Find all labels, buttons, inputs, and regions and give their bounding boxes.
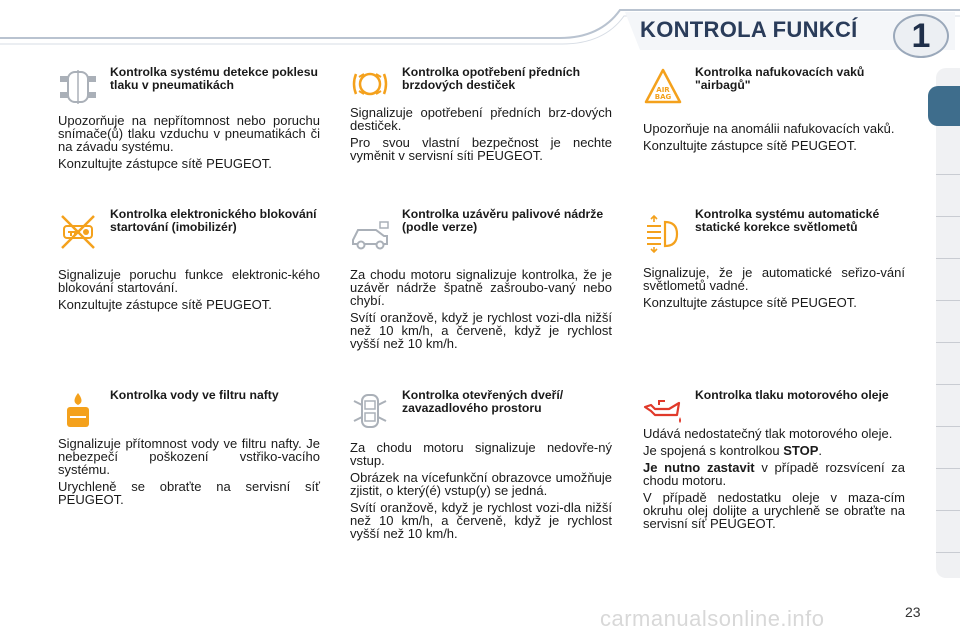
svg-text:!: ! <box>75 82 81 93</box>
section-body <box>58 268 320 315</box>
page-number: 23 <box>905 604 921 620</box>
tab-strip <box>936 68 960 578</box>
door-open-icon <box>350 391 390 431</box>
text-fragment: v případě rozsvícení za chodu motoru. <box>643 460 905 488</box>
section-body <box>350 441 612 544</box>
section-body <box>643 266 905 313</box>
section-title: Kontrolka systému automatické statické korekce světlometů <box>695 207 880 234</box>
paragraph: Signalizuje opotřebení předních brz-dových destiček. <box>350 105 612 133</box>
tab-divider <box>936 300 960 301</box>
tab-divider <box>936 258 960 259</box>
section-body <box>58 437 320 510</box>
paragraph <box>643 461 905 487</box>
tab-divider <box>936 174 960 175</box>
section-body <box>643 122 905 156</box>
emphasis: Je nutno zastavit <box>643 460 755 475</box>
svg-text:BAG: BAG <box>654 93 672 101</box>
section-brake-pads <box>350 66 620 176</box>
section-body <box>350 268 612 354</box>
tab-active[interactable] <box>928 86 960 126</box>
paragraph: Svítí oranžově, když je rychlost vozi-dla nižší než 10 km/h, a červeně, když je rychlost vyšší než 10 km/h. <box>350 500 612 541</box>
tab-divider <box>936 426 960 427</box>
paragraph: Za chodu motoru signalizuje nedovře-ný vstup. <box>350 440 612 468</box>
tab-divider <box>936 552 960 553</box>
section-doors <box>350 389 620 559</box>
text-fragment: . <box>818 443 822 458</box>
section-title: Kontrolka systému detekce poklesu tlaku v pneumatikách <box>110 65 318 92</box>
section-oil-pressure <box>643 389 913 549</box>
paragraph <box>643 444 905 457</box>
tyre-pressure-icon <box>58 66 98 106</box>
stop-label: STOP <box>783 443 819 458</box>
section-body <box>58 114 320 174</box>
paragraph: Konzultujte zástupce sítě PEUGEOT. <box>58 156 272 171</box>
tab-divider <box>936 468 960 469</box>
text-fragment: Je spojená s kontrolkou <box>643 443 784 458</box>
paragraph: Konzultujte zástupce sítě PEUGEOT. <box>643 295 857 310</box>
section-title: Kontrolka opotřebení předních brzdových destiček <box>402 65 581 92</box>
section-title: Kontrolka elektronického blokování startování (imobilizér) <box>110 207 317 234</box>
paragraph: Signalizuje přítomnost vody ve filtru nafty. Je nebezpečí poškození vstřiko-vacího systému. <box>58 436 320 477</box>
paragraph: Upozorňuje na anomálii nafukovacích vaků. <box>643 121 895 136</box>
oil-pressure-icon <box>643 389 683 429</box>
paragraph: Konzultujte zástupce sítě PEUGEOT. <box>643 138 857 153</box>
headlamp-levelling-icon <box>643 214 683 254</box>
airbag-warning-icon <box>643 66 683 106</box>
section-immobiliser <box>58 208 328 318</box>
section-title: Kontrolka tlaku motorového oleje <box>695 388 889 402</box>
paragraph: V případě nedostatku oleje v maza-cím okruhu olej dolijte a urychleně se obraťte na servisní síť PEUGEOT. <box>643 490 905 531</box>
paragraph: Signalizuje, že je automatické seřizo-vání světlometů vadné. <box>643 265 905 293</box>
section-title: Kontrolka otevřených dveří/ zavazadlového prostoru <box>402 388 564 415</box>
chapter-tabs <box>928 68 960 578</box>
paragraph: Konzultujte zástupce sítě PEUGEOT. <box>58 297 272 312</box>
tab-divider <box>936 216 960 217</box>
section-body <box>643 427 905 534</box>
water-in-fuel-icon <box>58 391 98 431</box>
fuel-cap-icon <box>350 214 390 254</box>
paragraph: Obrázek na vícefunkční obrazovce umožňuje zjistit, o který(é) vstup(y) se jedná. <box>350 470 612 498</box>
section-title: Kontrolka vody ve filtru nafty <box>110 388 279 402</box>
paragraph: Udává nedostatečný tlak motorového oleje. <box>643 426 893 441</box>
section-fuel-cap <box>350 208 620 358</box>
paragraph: Za chodu motoru signalizuje kontrolka, že je uzávěr nádrže špatně zašroubo-vaný nebo chybí. <box>350 267 612 308</box>
tab-divider <box>936 384 960 385</box>
section-body <box>350 106 612 166</box>
paragraph: Svítí oranžově, když je rychlost vozi-dla nižší než 10 km/h, a červeně, když je rychlost vyšší než 10 km/h. <box>350 310 612 351</box>
svg-text:AIR: AIR <box>656 86 670 94</box>
watermark: carmanualsonline.info <box>600 606 825 631</box>
paragraph: Urychleně se obraťte na servisní síť PEUGEOT. <box>58 479 320 507</box>
page-title: KONTROLA FUNKCÍ <box>640 17 858 42</box>
paragraph: Upozorňuje na nepřítomnost nebo poruchu snímače(ů) tlaku vzduchu v pneumatikách či na závadu systému. <box>58 113 320 154</box>
immobiliser-icon <box>58 212 98 252</box>
brake-pad-wear-icon <box>350 66 390 106</box>
section-headlamp-levelling <box>643 208 913 318</box>
chapter-badge: 1 <box>893 14 949 58</box>
tab-divider <box>936 510 960 511</box>
section-title: Kontrolka uzávěru palivové nádrže (podle verze) <box>402 207 604 234</box>
section-tyre-pressure <box>58 66 328 176</box>
section-title: Kontrolka nafukovacích vaků "airbagů" <box>695 65 865 92</box>
section-airbag <box>643 66 913 176</box>
paragraph: Pro svou vlastní bezpečnost je nechte vyměnit v servisní síti PEUGEOT. <box>350 135 612 163</box>
section-water-filter <box>58 389 328 519</box>
paragraph: Signalizuje poruchu funkce elektronic-kého blokování startování. <box>58 267 320 295</box>
tab-divider <box>936 342 960 343</box>
